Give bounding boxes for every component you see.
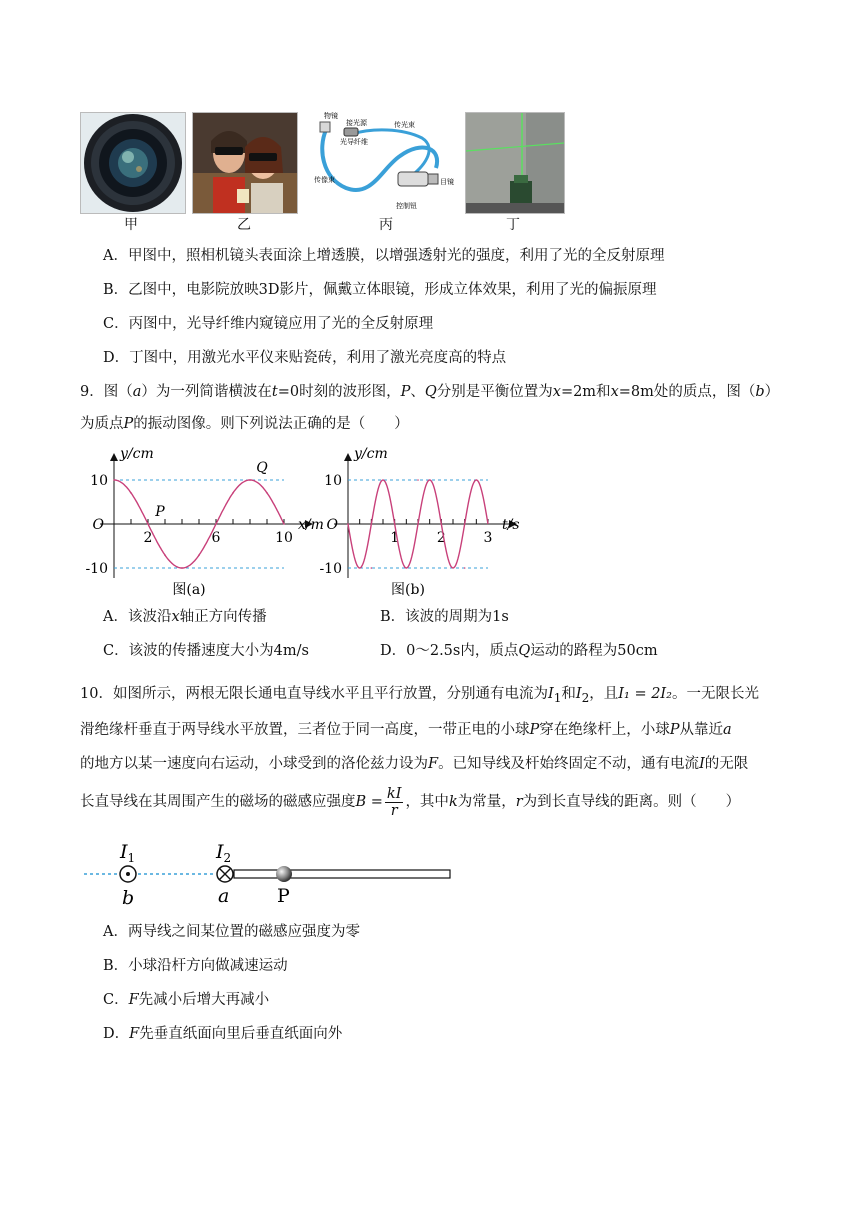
origin-label: O <box>92 517 104 533</box>
q9-stem-line1: 9．图（a）为一列简谐横波在t=0时刻的波形图，P、Q分别是平衡位置为x=2m和x=8m处的质点，图（b） <box>80 384 780 400</box>
q9-charts <box>80 440 600 600</box>
q10-option-c[interactable]: C．F先减小后增大再减小 <box>103 992 270 1008</box>
data-point <box>249 479 251 481</box>
endoscope-diagram <box>312 108 456 212</box>
chart-title: 图(b) <box>391 582 425 598</box>
y-axis-label: y/cm <box>354 446 388 462</box>
label-i1: $I_1$ <box>120 841 136 865</box>
wire-a-in-icon <box>217 866 233 882</box>
insulating-rod <box>234 870 450 878</box>
endoscope-label-fiber: 光导纤维 <box>340 138 368 146</box>
laser-level-photo <box>465 112 565 214</box>
x-tick-label: 2 <box>143 530 153 546</box>
x-axis-label: x/m <box>298 517 324 533</box>
data-point <box>266 492 268 494</box>
data-point <box>347 523 349 525</box>
q8-option-d[interactable]: D．丁图中，用激光水平仪来贴瓷砖，利用了激光亮度高的特点 <box>103 350 507 366</box>
3d-cinema-photo <box>192 112 298 214</box>
data-point <box>113 479 115 481</box>
y-tick-label: -10 <box>319 561 342 577</box>
data-point <box>130 492 132 494</box>
data-point <box>198 554 200 556</box>
q10-option-d[interactable]: D．F先垂直纸面向里后垂直纸面向外 <box>103 1026 343 1042</box>
ball-p-icon <box>276 866 292 882</box>
q9-option-b[interactable]: B．该波的周期为1s <box>380 609 509 625</box>
y-tick-label: 10 <box>324 473 342 489</box>
endoscope-label-light-source: 接光源 <box>346 119 367 127</box>
x-tick-label: 3 <box>483 530 493 546</box>
data-point <box>164 554 166 556</box>
data-point <box>147 523 149 525</box>
q10-stem-line1: 10．如图所示，两根无限长通电直导线水平且平行放置，分别通有电流为$I_1$和$I_2$，且I₁ = 2I₂。一无限长光 <box>80 686 759 705</box>
photo-caption-yi: 乙 <box>237 217 251 233</box>
x-tick-label: 6 <box>211 530 221 546</box>
q10-stem-line4: 长直导线在其周围产生的磁场的磁感应强度B = $\frac{kI}{r}$ ，其中k为常量，r为到长直导线的距离。则（ ） <box>80 785 741 819</box>
y-axis-label: y/cm <box>120 446 154 462</box>
point-label-p: P <box>155 504 165 520</box>
y-tick-label: 10 <box>90 473 108 489</box>
data-point <box>371 567 373 569</box>
chart-b <box>319 446 519 598</box>
x-axis-label: t/s <box>502 517 520 533</box>
label-a: a <box>218 885 230 907</box>
x-tick-label: 10 <box>275 530 293 546</box>
q9-option-a[interactable]: A．该波沿x轴正方向传播 <box>103 609 267 625</box>
data-point <box>464 567 466 569</box>
label-p: P <box>277 885 290 907</box>
field-formula-fraction: $\frac{kI}{r}$ <box>386 785 402 819</box>
q10-stem-line2: 滑绝缘杆垂直于两导线水平放置，三者位于同一高度，一带正电的小球P穿在绝缘杆上，小球P从靠近a <box>80 722 732 738</box>
y-tick-label: -10 <box>85 561 108 577</box>
data-point <box>215 523 217 525</box>
q9-stem-line2: 为质点P的振动图像。则下列说法正确的是（ ） <box>80 416 409 432</box>
origin-label: O <box>326 517 338 533</box>
data-point <box>283 523 285 525</box>
point-label-q: Q <box>256 460 268 476</box>
photo-caption-bing: 丙 <box>379 217 393 233</box>
q8-option-b[interactable]: B．乙图中，电影院放映3D影片，佩戴立体眼镜，形成立体效果，利用了光的偏振原理 <box>103 282 657 298</box>
q8-option-a[interactable]: A．甲图中，照相机镜头表面涂上增透膜，以增强透射光的强度，利用了光的全反射原理 <box>103 248 665 264</box>
photo-caption-jia: 甲 <box>124 217 138 233</box>
data-point <box>232 492 234 494</box>
q10-option-a[interactable]: A．两导线之间某位置的磁感应强度为零 <box>103 924 360 940</box>
endoscope-label-eyepiece: 目镜 <box>440 178 454 186</box>
endoscope-label-control: 控制钮 <box>396 202 417 210</box>
x-tick-label: 1 <box>390 530 400 546</box>
photo-caption-ding: 丁 <box>506 217 520 233</box>
q9-option-d[interactable]: D．0～2.5s内，质点Q运动的路程为50cm <box>380 643 658 659</box>
data-point <box>181 567 183 569</box>
data-point <box>417 479 419 481</box>
endoscope-label-objective: 物镜 <box>324 112 338 120</box>
wire-b-out-icon <box>120 866 136 882</box>
chart-title: 图(a) <box>172 582 206 598</box>
x-tick-label: 2 <box>436 530 446 546</box>
data-point <box>394 523 396 525</box>
endoscope-label-light-bundle: 传光束 <box>394 121 415 129</box>
wire-rod-diagram <box>80 836 460 910</box>
camera-lens-photo <box>80 112 186 214</box>
endoscope-label-image-bundle: 传像束 <box>314 176 335 184</box>
chart-a <box>85 446 323 598</box>
label-i2: $I_2$ <box>216 841 232 865</box>
q9-option-c[interactable]: C．该波的传播速度大小为4m/s <box>103 643 309 659</box>
data-point <box>441 523 443 525</box>
q10-stem-line3: 的地方以某一速度向右运动，小球受到的洛伦兹力设为F。已知导线及杆始终固定不动，通有电流I的无限 <box>80 756 749 772</box>
q10-option-b[interactable]: B．小球沿杆方向做减速运动 <box>103 958 288 974</box>
q8-option-c[interactable]: C．丙图中，光导纤维内窥镜应用了光的全反射原理 <box>103 316 434 332</box>
label-b: b <box>122 887 135 909</box>
